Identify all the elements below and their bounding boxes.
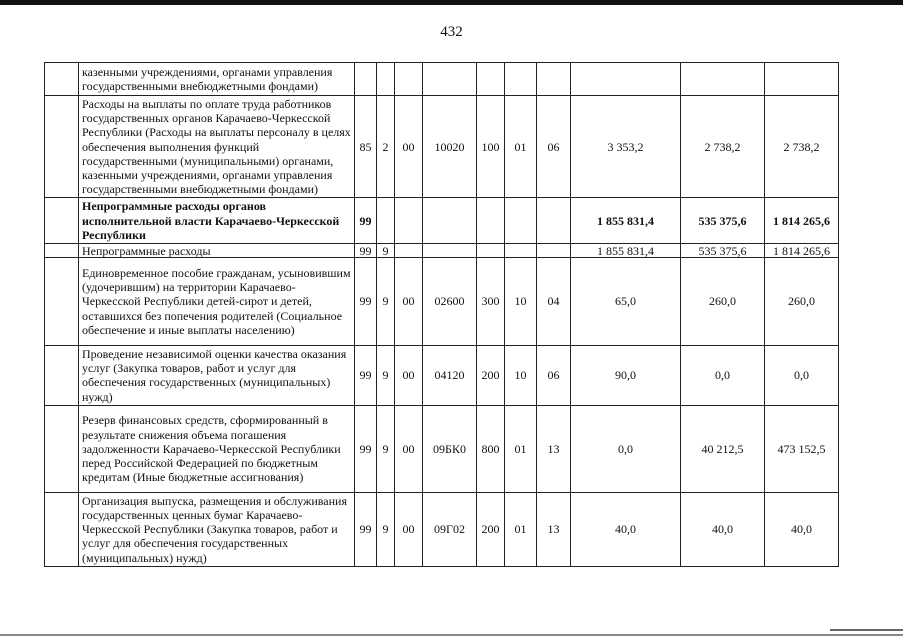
- code-cell-c6: 10: [505, 258, 537, 346]
- code-cell-c2: [377, 198, 395, 244]
- code-cell-c6: 01: [505, 492, 537, 566]
- code-cell-c2: 2: [377, 96, 395, 198]
- code-cell-c4: 04120: [423, 346, 477, 406]
- amount-cell-v3: 1 814 265,6: [765, 244, 839, 258]
- code-cell-c7: 13: [537, 405, 571, 492]
- table-row: [45, 244, 839, 258]
- code-cell-c1: 99: [355, 198, 377, 244]
- code-cell-c1: 99: [355, 258, 377, 346]
- expense-name-cell: Организация выпуска, размещения и обслуживания государственных ценных бумаг Карачаево-Черкесской Республики (Закупка товаров, работ и услуг для обеспечения государственных (муниципальных) нужд): [79, 492, 355, 566]
- amount-cell-v3: 260,0: [765, 258, 839, 346]
- code-cell-c4: 02600: [423, 258, 477, 346]
- code-cell-c1: 99: [355, 244, 377, 258]
- row-margin-cell: [45, 63, 79, 96]
- code-cell-c7: 06: [537, 96, 571, 198]
- expense-name-cell: Резерв финансовых средств, сформированный в результате снижения объема погашения задолженности Карачаево-Черкесской Республики перед Российской Федерацией по бюджетным кредитам (Иные бюджетные ассигнования): [79, 405, 355, 492]
- code-cell-c5: 300: [477, 258, 505, 346]
- amount-cell-v1: 0,0: [571, 405, 681, 492]
- row-margin-cell: [45, 492, 79, 566]
- bottom-border-line: [0, 634, 903, 636]
- code-cell-c3: [395, 63, 423, 96]
- amount-cell-v1: 90,0: [571, 346, 681, 406]
- amount-cell-v1: 1 855 831,4: [571, 198, 681, 244]
- code-cell-c4: 10020: [423, 96, 477, 198]
- code-cell-c6: [505, 63, 537, 96]
- amount-cell-v1: [571, 63, 681, 96]
- code-cell-c5: [477, 244, 505, 258]
- code-cell-c7: 04: [537, 258, 571, 346]
- row-margin-cell: [45, 258, 79, 346]
- code-cell-c2: [377, 63, 395, 96]
- code-cell-c7: 06: [537, 346, 571, 406]
- bottom-corner-mark: [830, 629, 903, 631]
- page-number: 432: [440, 24, 463, 40]
- code-cell-c4: [423, 198, 477, 244]
- table-row: [45, 346, 839, 406]
- code-cell-c3: 00: [395, 492, 423, 566]
- amount-cell-v1: 40,0: [571, 492, 681, 566]
- table-row: [45, 198, 839, 244]
- code-cell-c2: 9: [377, 405, 395, 492]
- amount-cell-v3: [765, 63, 839, 96]
- code-cell-c5: 100: [477, 96, 505, 198]
- code-cell-c3: [395, 198, 423, 244]
- amount-cell-v3: 2 738,2: [765, 96, 839, 198]
- code-cell-c3: 00: [395, 346, 423, 406]
- code-cell-c5: [477, 198, 505, 244]
- code-cell-c1: 85: [355, 96, 377, 198]
- amount-cell-v2: 260,0: [681, 258, 765, 346]
- code-cell-c2: 9: [377, 244, 395, 258]
- code-cell-c1: 99: [355, 405, 377, 492]
- code-cell-c3: [395, 244, 423, 258]
- code-cell-c2: 9: [377, 346, 395, 406]
- row-margin-cell: [45, 96, 79, 198]
- table-row: [45, 96, 839, 198]
- table-row: [45, 258, 839, 346]
- code-cell-c6: [505, 244, 537, 258]
- amount-cell-v2: 535 375,6: [681, 198, 765, 244]
- code-cell-c1: [355, 63, 377, 96]
- code-cell-c5: [477, 63, 505, 96]
- amount-cell-v3: 1 814 265,6: [765, 198, 839, 244]
- amount-cell-v1: 3 353,2: [571, 96, 681, 198]
- amount-cell-v2: 40 212,5: [681, 405, 765, 492]
- expense-name-cell: Непрограммные расходы органов исполнительной власти Карачаево-Черкесской Республики: [79, 198, 355, 244]
- code-cell-c7: [537, 63, 571, 96]
- code-cell-c3: 00: [395, 258, 423, 346]
- expense-name-cell: Проведение независимой оценки качества оказания услуг (Закупка товаров, работ и услуг для обеспечения государственных (муниципальных) нужд): [79, 346, 355, 406]
- amount-cell-v3: 473 152,5: [765, 405, 839, 492]
- amount-cell-v2: 0,0: [681, 346, 765, 406]
- code-cell-c5: 200: [477, 346, 505, 406]
- code-cell-c1: 99: [355, 492, 377, 566]
- code-cell-c5: 800: [477, 405, 505, 492]
- expense-name-cell: казенными учреждениями, органами управления государственными внебюджетными фондами): [79, 63, 355, 96]
- code-cell-c2: 9: [377, 258, 395, 346]
- code-cell-c4: 09БК0: [423, 405, 477, 492]
- row-margin-cell: [45, 198, 79, 244]
- code-cell-c3: 00: [395, 405, 423, 492]
- amount-cell-v2: [681, 63, 765, 96]
- row-margin-cell: [45, 346, 79, 406]
- expense-name-cell: Единовременное пособие гражданам, усыновившим (удочерившим) на территории Карачаево-Черкесской Республики детей-сирот и детей, оставшихся без попечения родителей (Социальное обеспечение и иные выплаты населению): [79, 258, 355, 346]
- code-cell-c4: [423, 244, 477, 258]
- code-cell-c7: 13: [537, 492, 571, 566]
- row-margin-cell: [45, 244, 79, 258]
- table-row: [45, 405, 839, 492]
- top-border-line: [0, 0, 903, 5]
- row-margin-cell: [45, 405, 79, 492]
- code-cell-c6: 10: [505, 346, 537, 406]
- amount-cell-v2: 40,0: [681, 492, 765, 566]
- code-cell-c4: 09Г02: [423, 492, 477, 566]
- expense-name-cell: Непрограммные расходы: [79, 244, 355, 258]
- code-cell-c7: [537, 198, 571, 244]
- code-cell-c6: 01: [505, 96, 537, 198]
- budget-table: [44, 62, 839, 567]
- code-cell-c5: 200: [477, 492, 505, 566]
- code-cell-c2: 9: [377, 492, 395, 566]
- amount-cell-v3: 40,0: [765, 492, 839, 566]
- amount-cell-v2: 535 375,6: [681, 244, 765, 258]
- code-cell-c6: 01: [505, 405, 537, 492]
- table-row: [45, 63, 839, 96]
- expense-name-cell: Расходы на выплаты по оплате труда работников государственных органов Карачаево-Черкесской Республики (Расходы на выплаты персоналу в целях обеспечения выполнения функций государственными (муниципальными) органами, казенными учреждениями, органами управления государственными внебюджетными фондами): [79, 96, 355, 198]
- amount-cell-v3: 0,0: [765, 346, 839, 406]
- code-cell-c4: [423, 63, 477, 96]
- code-cell-c7: [537, 244, 571, 258]
- code-cell-c6: [505, 198, 537, 244]
- table-row: [45, 492, 839, 566]
- amount-cell-v2: 2 738,2: [681, 96, 765, 198]
- amount-cell-v1: 65,0: [571, 258, 681, 346]
- code-cell-c3: 00: [395, 96, 423, 198]
- code-cell-c1: 99: [355, 346, 377, 406]
- amount-cell-v1: 1 855 831,4: [571, 244, 681, 258]
